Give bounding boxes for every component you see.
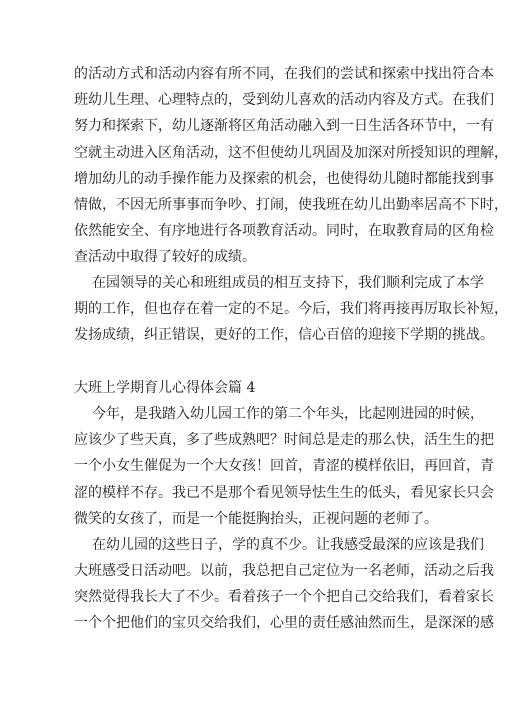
text-line: 一个小女生催促为一个大女孩！回首，青涩的模样依旧，再回首，青 xyxy=(74,458,494,474)
text-line: 一个个把他们的宝贝交给我们，心里的责任感油然而生，是深深的感 xyxy=(74,615,494,631)
text-line: 班幼儿生理、心理特点的，受到幼儿喜欢的活动内容及方式。在我们 xyxy=(74,92,494,108)
text-line: 期的工作，但也存在着一定的不足。今后，我们将再接再厉取长补短， xyxy=(74,301,508,317)
text-line: 空就主动进入区角活动，这不但使幼儿巩固及加深对所授知识的理解， xyxy=(74,145,508,161)
text-line: 努力和探索下，幼儿逐渐将区角活动融入到一日生活各环节中，一有 xyxy=(74,118,494,134)
text-line: 大班感受日活动吧。以前，我总把自己定位为一名老师，活动之后我 xyxy=(74,563,494,579)
section-heading: 大班上学期育儿心得体会篇 4 xyxy=(74,380,256,396)
text-line: 微笑的女孩了，而是一个能挺胸抬头，正视问题的老师了。 xyxy=(74,511,438,527)
text-line: 的活动方式和活动内容有所不同，在我们的尝试和探索中找出符合本 xyxy=(74,66,494,82)
text-line: 今年，是我踏入幼儿园工作的第二个年头，比起刚进园的时候， xyxy=(92,406,484,422)
text-line: 情做，不因无所事事而争吵、打闹，使我班在幼儿出勤率居高不下时， xyxy=(74,197,508,213)
text-line: 查活动中取得了较好的成绩。 xyxy=(74,249,256,265)
text-line: 突然觉得我长大了不少。看着孩子一个个把自己交给我们，看着家长 xyxy=(74,589,494,605)
text-line: 增加幼儿的动手操作能力及探索的机会，也使得幼儿随时都能找到事 xyxy=(74,171,494,187)
text-line: 发扬成绩，纠正错误，更好的工作，信心百倍的迎接下学期的挑战。 xyxy=(74,327,494,343)
text-line: 应该少了些天真，多了些成熟吧？时间总是走的那么快，活生生的把 xyxy=(74,432,494,448)
text-line: 在园领导的关心和班组成员的相互支持下，我们顺利完成了本学 xyxy=(92,275,484,291)
text-line: 涩的模样不存。我已不是那个看见领导怯生生的低头，看见家长只会 xyxy=(74,485,494,501)
text-line: 依然能安全、有序地进行各项教育活动。同时，在取教育局的区角检 xyxy=(74,223,494,239)
text-line: 在幼儿园的这些日子，学的真不少。让我感受最深的应该是我们 xyxy=(92,537,484,553)
